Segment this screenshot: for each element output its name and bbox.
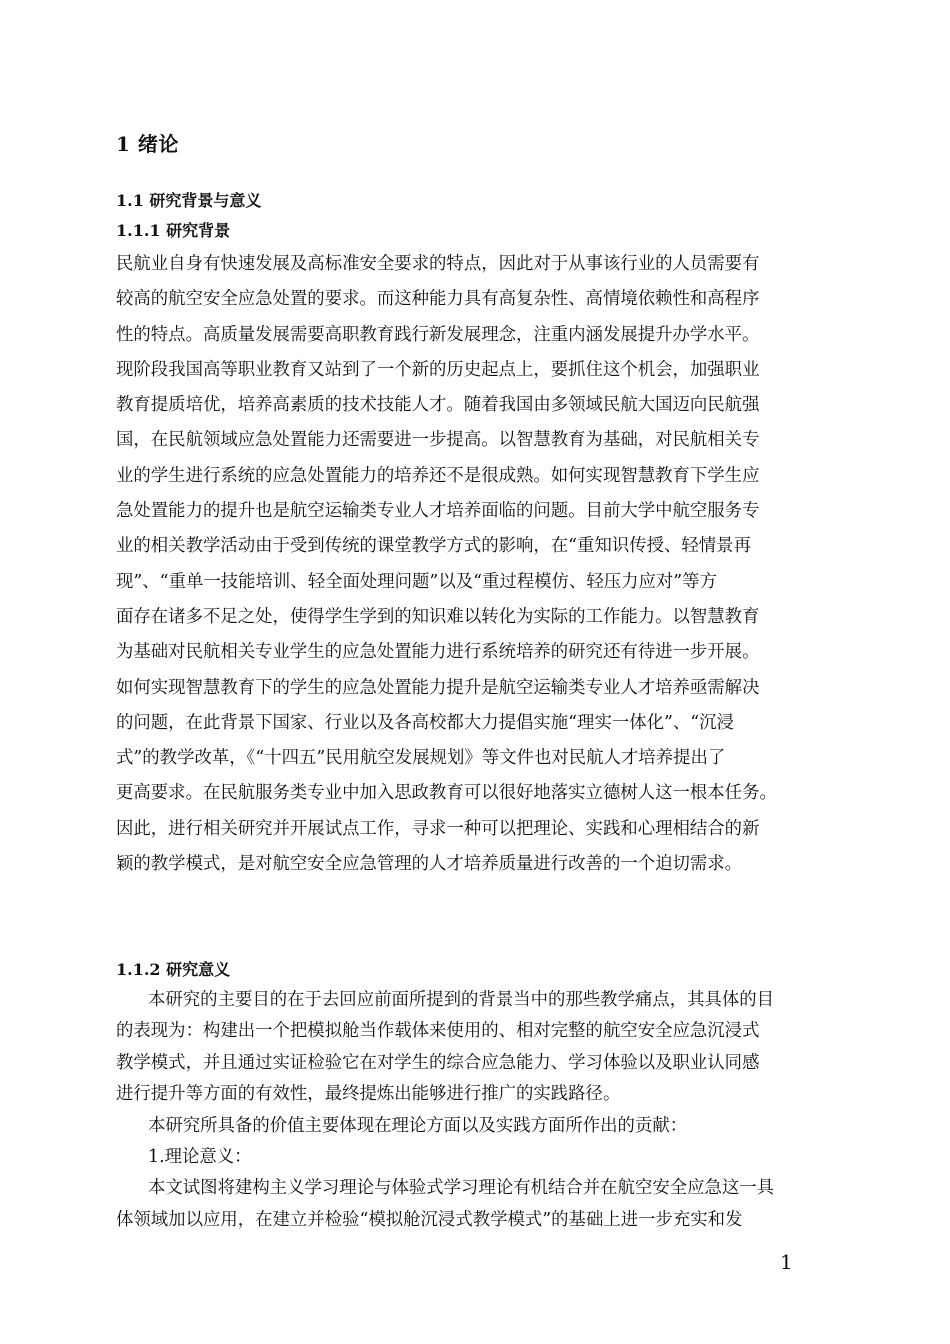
text-line: 的表现为：构建出一个把模拟舱当作载体来使用的、相对完整的航空安全应急沉浸式 <box>116 1021 760 1042</box>
text-line: 国，在民航领域应急处置能力还需要进一步提高。以智慧教育为基础，对民航相关专 <box>116 430 760 451</box>
text-line: 为基础对民航相关专业学生的应急处置能力进行系统培养的研究还有待进一步开展。 <box>116 642 760 663</box>
text-line: 进行提升等方面的有效性，最终提炼出能够进行推广的实践路径。 <box>116 1084 621 1105</box>
subsection-heading-1-1-2: 1.1.2 研究意义 <box>116 960 231 979</box>
text-line: 的问题，在此背景下国家、行业以及各高校都大力提倡实施“理实一体化”、“沉浸 <box>116 712 734 733</box>
text-line: 教学模式，并且通过实证检验它在对学生的综合应急能力、学习体验以及职业认同感 <box>116 1052 760 1073</box>
text-line: 业的相关教学活动由于受到传统的课堂教学方式的影响，在“重知识传授、轻情景再 <box>116 536 751 557</box>
text-line: 因此，进行相关研究并开展试点工作，寻求一种可以把理论、实践和心理相结合的新 <box>116 818 760 839</box>
text-line: 急处置能力的提升也是航空运输类专业人才培养面临的问题。目前大学中航空服务专 <box>116 501 760 522</box>
subsection-heading-1-1-1: 1.1.1 研究背景 <box>116 221 231 240</box>
background-paragraph <box>116 247 846 882</box>
text-line: 较高的航空安全应急处置的要求。而这种能力具有高复杂性、高情境依赖性和高程序 <box>116 289 760 310</box>
text-line: 性的特点。高质量发展需要高职教育践行新发展理念，注重内涵发展提升办学水平。 <box>116 324 760 345</box>
text-line: 颖的教学模式，是对航空安全应急管理的人才培养质量进行改善的一个迫切需求。 <box>116 854 743 875</box>
section-heading-1-1: 1.1 研究背景与意义 <box>116 191 262 210</box>
text-line: 本文试图将建构主义学习理论与体验式学习理论有机结合并在航空安全应急这一具 <box>148 1178 775 1199</box>
text-line: 民航业自身有快速发展及高标准安全要求的特点，因此对于从事该行业的人员需要有 <box>116 254 760 274</box>
text-line: 本研究所具备的价值主要体现在理论方面以及实践方面所作出的贡献： <box>148 1115 688 1136</box>
text-line: 本研究的主要目的在于去回应前面所提到的背景当中的那些教学痛点，其具体的目 <box>148 990 775 1010</box>
text-line: 现”、“重单一技能培训、轻全面处理问题”以及“重过程模仿、轻压力应对”等方 <box>116 571 717 592</box>
text-line: 更高要求。在民航服务类专业中加入思政教育可以很好地落实立德树人这一根本任务。 <box>116 783 777 804</box>
chapter-title: 1 绪论 <box>116 132 179 156</box>
significance-paragraphs <box>116 985 846 1236</box>
text-line: 如何实现智慧教育下的学生的应急处置能力提升是航空运输类专业人才培养亟需解决 <box>116 677 760 698</box>
text-line: 现阶段我国高等职业教育又站到了一个新的历史起点上，要抓住这个机会，加强职业 <box>116 359 760 380</box>
text-line: 式”的教学改革，《“十四五”民用航空发展规划》等文件也对民航人才培养提出了 <box>116 748 726 769</box>
text-line: 教育提质培优，培养高素质的技术技能人才。随着我国由多领域民航大国迈向民航强 <box>116 395 760 416</box>
text-line: 面存在诸多不足之处，使得学生学到的知识难以转化为实际的工作能力。以智慧教育 <box>116 606 760 627</box>
text-line: 1.理论意义： <box>148 1146 252 1167</box>
page-number: 1 <box>780 1250 793 1274</box>
text-line: 体领域加以应用，在建立并检验“模拟舱沉浸式教学模式”的基础上进一步充实和发 <box>116 1209 743 1230</box>
text-line: 业的学生进行系统的应急处置能力的培养还不是很成熟。如何实现智慧教育下学生应 <box>116 465 760 486</box>
